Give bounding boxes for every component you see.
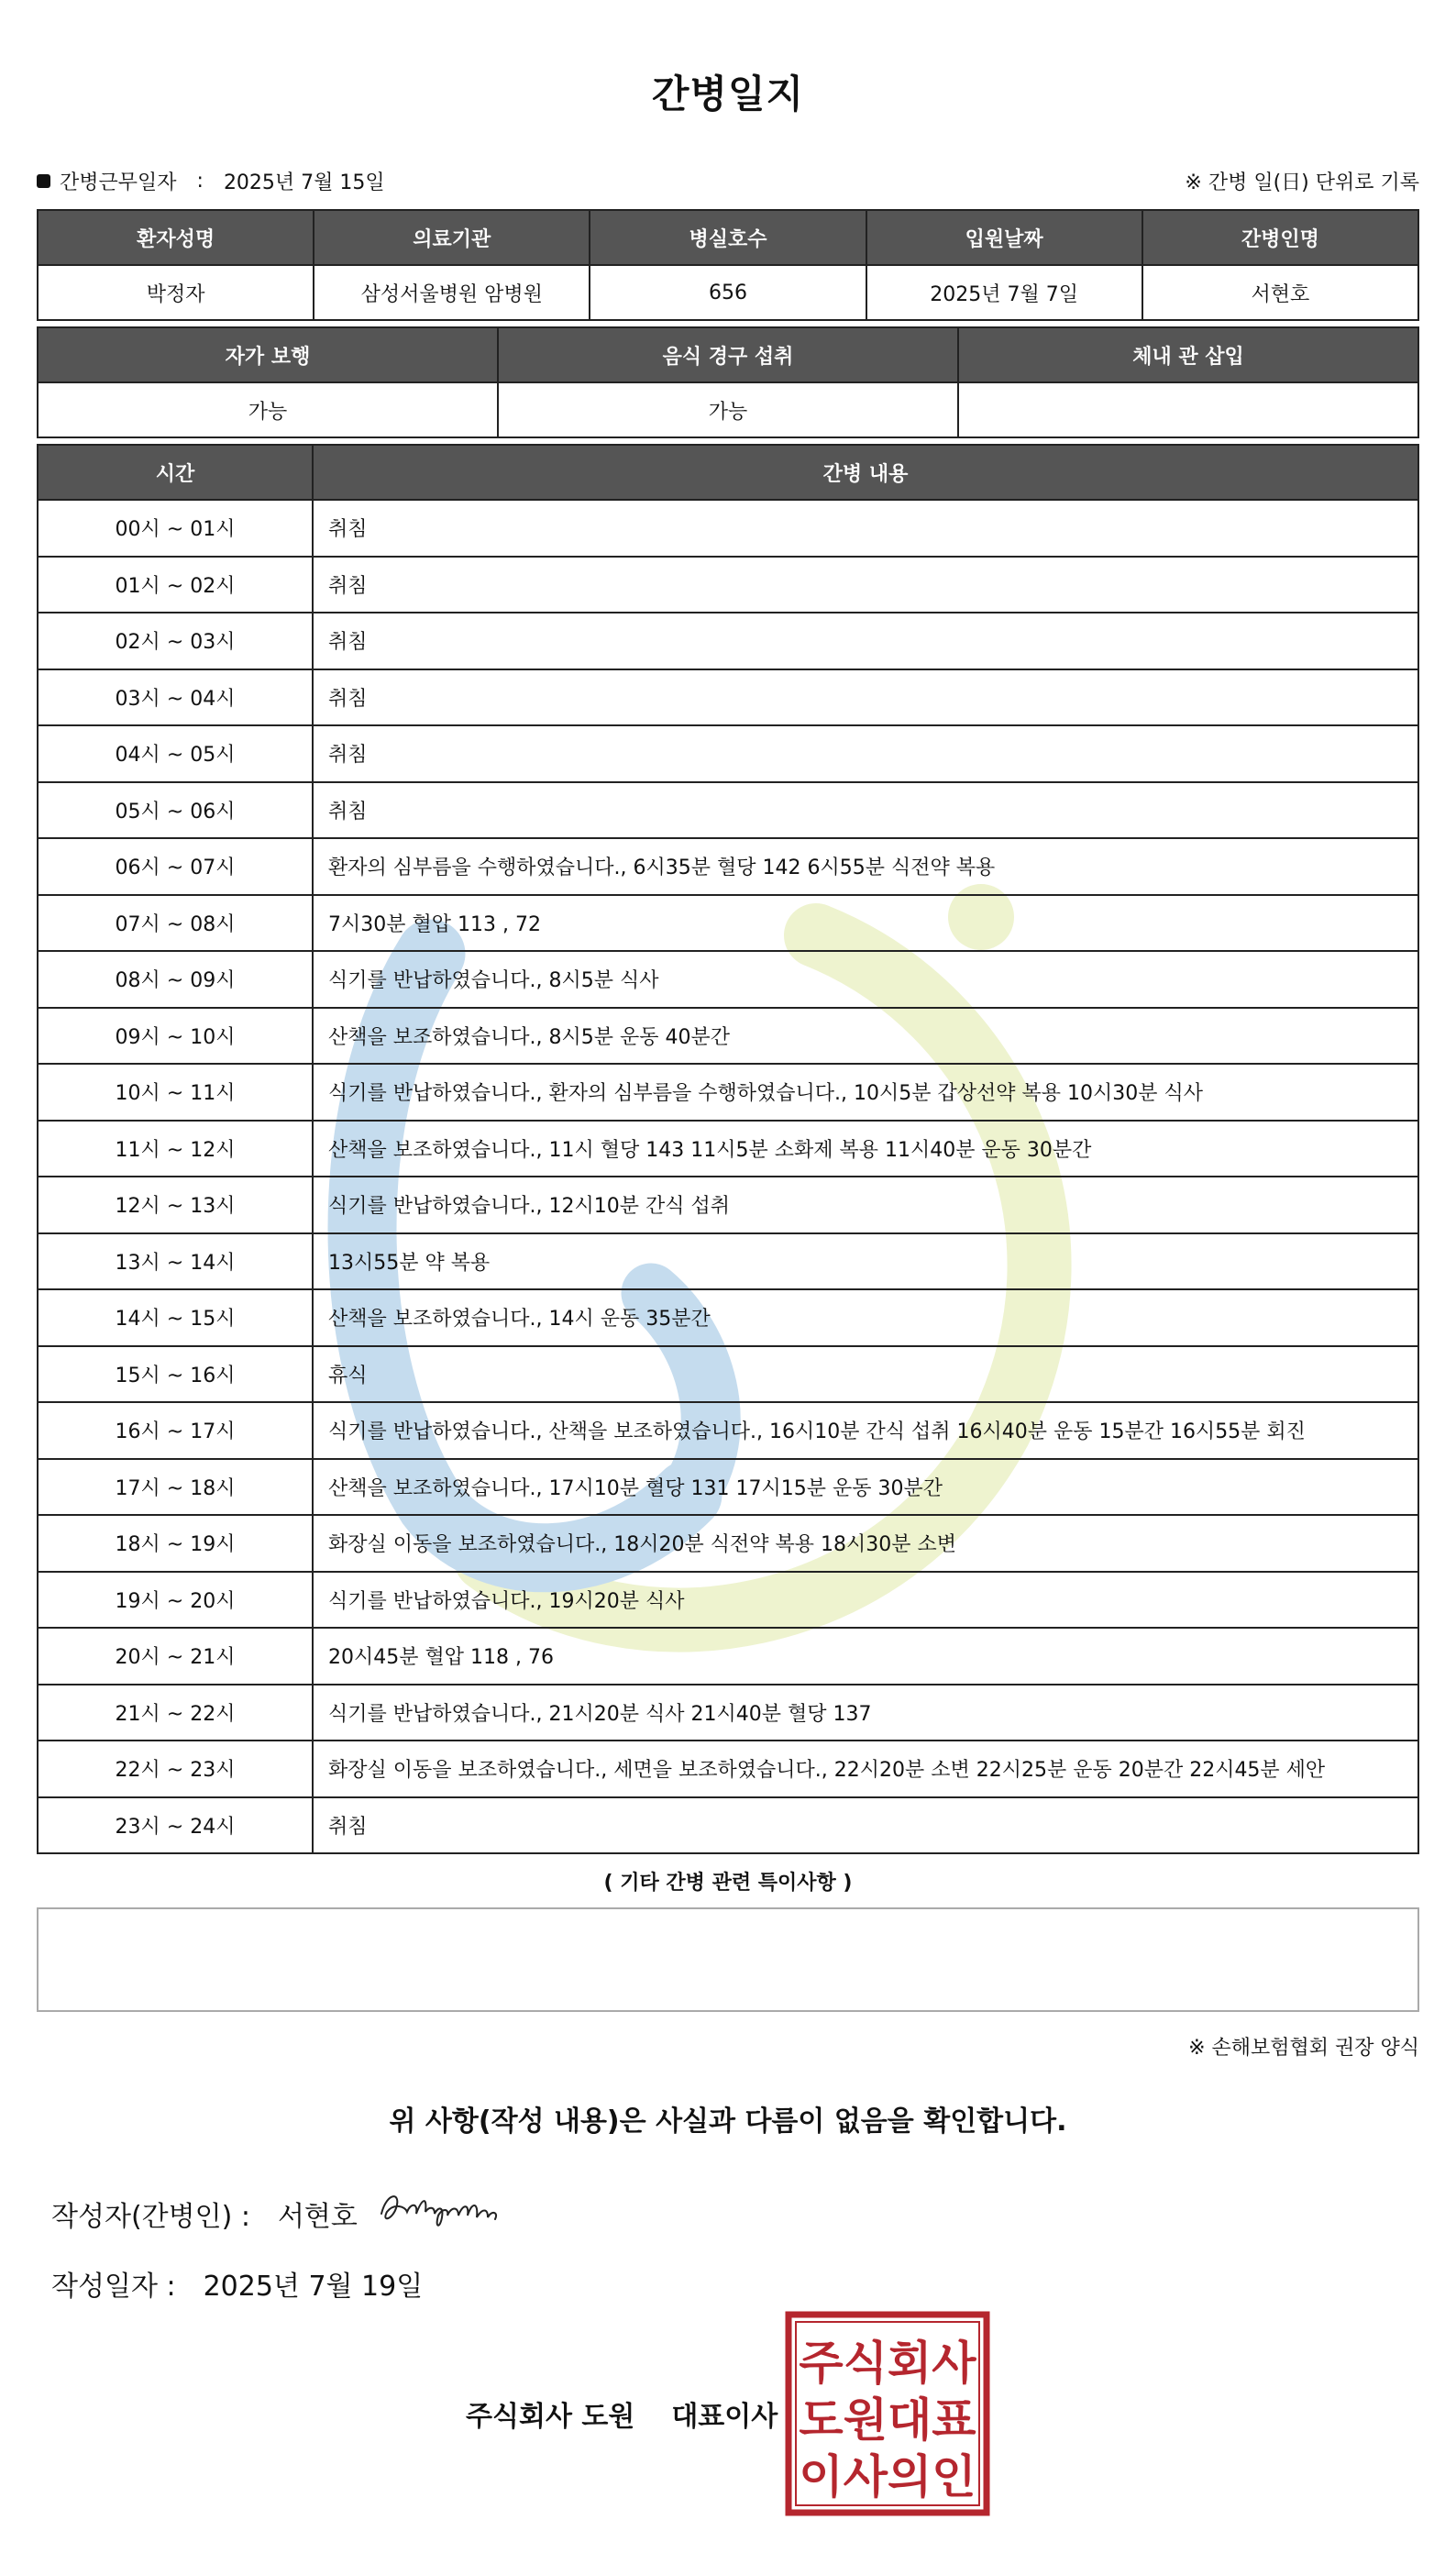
header-caregiver: 간병인명 [1142,210,1418,265]
log-time: 02시 ~ 03시 [38,613,313,669]
footnote: ※ 손해보험협회 권장 양식 [1188,2037,1419,2060]
hospital-name: 삼성서울병원 암병원 [314,265,590,320]
table-row [38,1515,1418,1572]
log-time: 06시 ~ 07시 [38,838,313,895]
seal-line-3: 이사의인 [799,2450,976,2503]
table-row [38,1741,1418,1797]
log-time: 15시 ~ 16시 [38,1346,313,1403]
header-walking: 자가 보행 [38,327,498,382]
log-time: 22시 ~ 23시 [38,1741,313,1797]
bullet-icon [37,174,50,188]
notes-box [37,1907,1419,2012]
admission-date: 2025년 7월 7일 [866,265,1142,320]
table-row [38,1121,1418,1177]
log-time: 19시 ~ 20시 [38,1572,313,1629]
table-row [38,951,1418,1008]
company-seal-stamp [785,2311,990,2516]
written-date-row [51,2263,423,2304]
company-row [466,2393,778,2434]
log-content: 식기를 반납하였습니다., 12시10분 간식 섭취 [313,1177,1418,1233]
log-time: 00시 ~ 01시 [38,500,313,557]
header-hospital: 의료기관 [314,210,590,265]
log-time: 11시 ~ 12시 [38,1121,313,1177]
table-row [38,1402,1418,1459]
log-content: 환자의 심부름을 수행하였습니다., 6시35분 혈당 142 6시55분 식전약 복용 [313,838,1418,895]
log-content: 휴식 [313,1346,1418,1403]
work-date-row [37,167,385,195]
care-log-table [37,444,1419,1854]
log-content: 20시45분 혈압 118 , 76 [313,1628,1418,1685]
header-care-content: 간병 내용 [313,445,1418,500]
log-content: 취침 [313,669,1418,726]
table-row [38,782,1418,839]
table-row [38,1008,1418,1065]
status-header-row [38,327,1418,382]
walking-value: 가능 [38,382,498,437]
log-time: 17시 ~ 18시 [38,1459,313,1516]
table-row [38,613,1418,669]
log-time: 16시 ~ 17시 [38,1402,313,1459]
seal-line-1: 주식회사 [799,2337,976,2390]
log-content: 산책을 보조하였습니다., 14시 운동 35분간 [313,1289,1418,1346]
patient-info-table [37,209,1419,321]
table-row [38,1685,1418,1741]
log-time: 05시 ~ 06시 [38,782,313,839]
table-row [38,669,1418,726]
log-content: 식기를 반납하였습니다., 8시5분 식사 [313,951,1418,1008]
table-row [38,838,1418,895]
log-body [38,500,1418,1853]
header-tube-insertion: 체내 관 삽입 [958,327,1418,382]
log-time: 20시 ~ 21시 [38,1628,313,1685]
writer-row [51,2194,358,2234]
log-content: 7시30분 혈압 113 , 72 [313,895,1418,952]
work-date-separator: : [196,170,204,193]
confirmation-statement: 위 사항(작성 내용)은 사실과 다름이 없음을 확인합니다. [389,2105,1067,2138]
log-time: 03시 ~ 04시 [38,669,313,726]
table-row [38,725,1418,782]
header-admission-date: 입원날짜 [866,210,1142,265]
table-row [38,1064,1418,1121]
table-row [38,1346,1418,1403]
signature-image [374,2175,530,2239]
log-time: 01시 ~ 02시 [38,557,313,613]
log-time: 09시 ~ 10시 [38,1008,313,1065]
log-content: 식기를 반납하였습니다., 21시20분 식사 21시40분 혈당 137 [313,1685,1418,1741]
page-title: 간병일지 [651,72,805,116]
header-room: 병실호수 [590,210,866,265]
patient-name: 박정자 [38,265,314,320]
written-date-label: 작성일자 : [51,2271,176,2303]
table-row [38,1233,1418,1290]
log-time: 07시 ~ 08시 [38,895,313,952]
work-date-value: 2025년 7월 15일 [223,171,385,194]
log-time: 21시 ~ 22시 [38,1685,313,1741]
header-time: 시간 [38,445,313,500]
room-number: 656 [590,265,866,320]
table-row [38,557,1418,613]
writer-name: 서현호 [277,2201,358,2233]
table-row [38,1289,1418,1346]
log-content: 취침 [313,557,1418,613]
log-content: 13시55분 약 복용 [313,1233,1418,1290]
log-time: 13시 ~ 14시 [38,1233,313,1290]
seal-line-2: 도원대표 [799,2393,976,2447]
table-row [38,1459,1418,1516]
table-row [38,500,1418,557]
caregiver-name: 서현호 [1142,265,1418,320]
log-content: 식기를 반납하였습니다., 환자의 심부름을 수행하였습니다., 10시5분 갑상선약 복용 10시30분 식사 [313,1064,1418,1121]
header-patient-name: 환자성명 [38,210,314,265]
log-time: 10시 ~ 11시 [38,1064,313,1121]
log-content: 산책을 보조하였습니다., 11시 혈당 143 11시5분 소화제 복용 11시40분 운동 30분간 [313,1121,1418,1177]
log-time: 04시 ~ 05시 [38,725,313,782]
header-oral-intake: 음식 경구 섭취 [498,327,958,382]
status-value-row [38,382,1418,437]
representative-title: 대표이사 [671,2401,778,2433]
log-content: 취침 [313,1797,1418,1854]
log-content: 취침 [313,500,1418,557]
log-content: 식기를 반납하였습니다., 산책을 보조하였습니다., 16시10분 간식 섭취 16시40분 운동 15분간 16시55분 회진 [313,1402,1418,1459]
table-row [38,1628,1418,1685]
table-row [38,1177,1418,1233]
table-row [38,895,1418,952]
log-content: 화장실 이동을 보조하였습니다., 18시20분 식전약 복용 18시30분 소변 [313,1515,1418,1572]
log-content: 산책을 보조하였습니다., 17시10분 혈당 131 17시15분 운동 30분간 [313,1459,1418,1516]
log-content: 취침 [313,782,1418,839]
company-name: 주식회사 도원 [466,2401,635,2433]
log-content: 식기를 반납하였습니다., 19시20분 식사 [313,1572,1418,1629]
unit-note: ※ 간병 일(日) 단위로 기록 [1185,171,1419,194]
patient-value-row [38,265,1418,320]
written-date-value: 2025년 7월 19일 [203,2271,424,2303]
tube-insertion-value [958,382,1418,437]
log-time: 18시 ~ 19시 [38,1515,313,1572]
log-time: 08시 ~ 09시 [38,951,313,1008]
table-row [38,1797,1418,1854]
log-time: 12시 ~ 13시 [38,1177,313,1233]
work-date-label: 간병근무일자 [60,171,177,194]
log-content: 취침 [313,725,1418,782]
log-content: 화장실 이동을 보조하였습니다., 세면을 보조하였습니다., 22시20분 소변 22시25분 운동 20분간 22시45분 세안 [313,1741,1418,1797]
notes-title: ( 기타 간병 관련 특이사항 ) [603,1872,853,1895]
status-table [37,326,1419,438]
log-content: 취침 [313,613,1418,669]
patient-header-row [38,210,1418,265]
table-row [38,1572,1418,1629]
writer-label: 작성자(간병인) : [51,2201,250,2233]
log-content: 산책을 보조하였습니다., 8시5분 운동 40분간 [313,1008,1418,1065]
log-time: 14시 ~ 15시 [38,1289,313,1346]
oral-intake-value: 가능 [498,382,958,437]
log-time: 23시 ~ 24시 [38,1797,313,1854]
log-header-row [38,445,1418,500]
